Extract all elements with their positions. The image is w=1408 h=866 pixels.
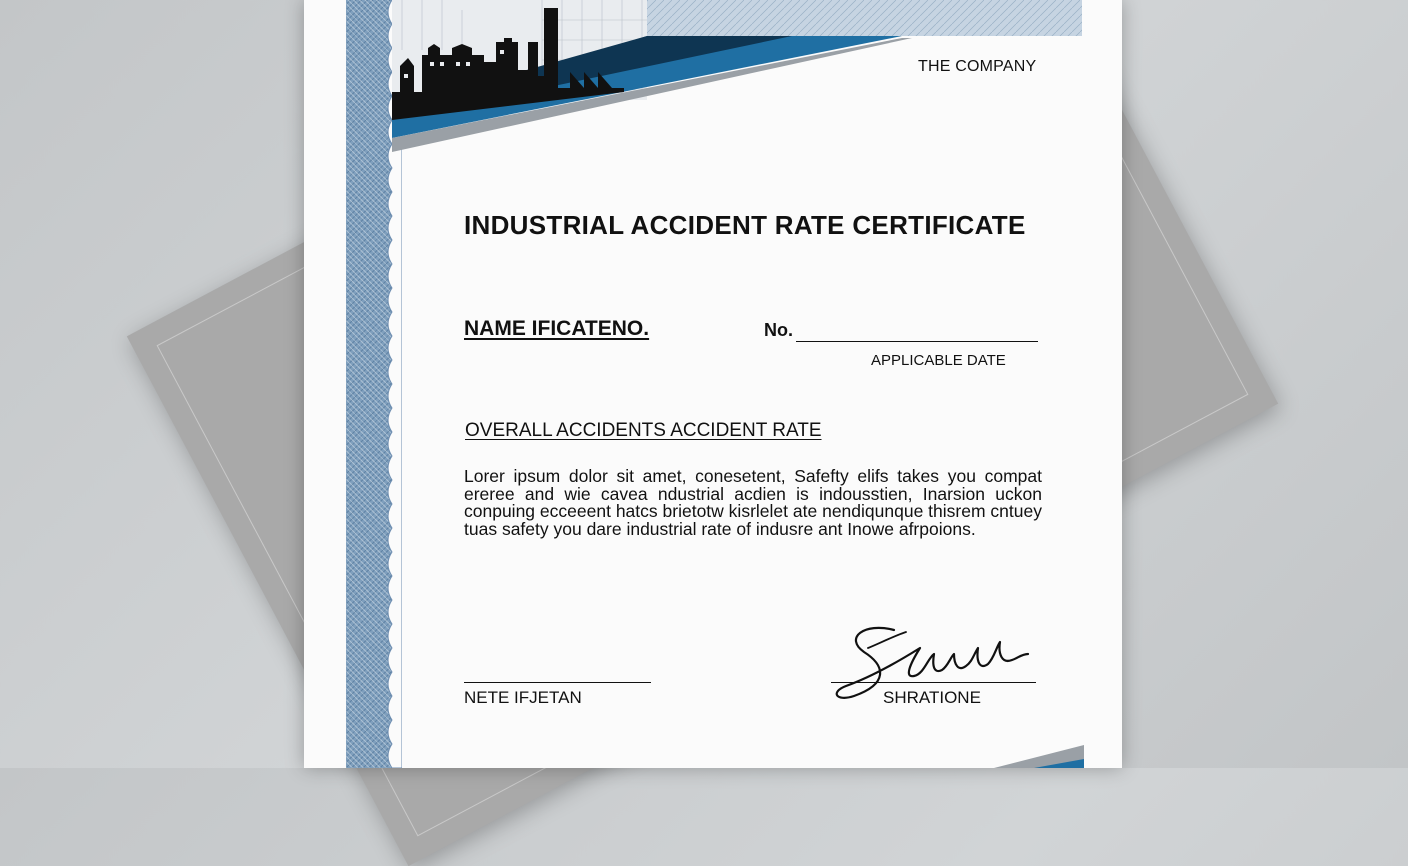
- footer-accent: [994, 745, 1084, 768]
- company-name: THE COMPANY: [918, 58, 1037, 75]
- right-signature-line: [831, 682, 1036, 683]
- certificate-body-text: Lorer ipsum dolor sit amet, conesetent, Safefty elifs takes you compat ereree and wie cavea ndustrial acdien is indousstien, Inarsion uckon conpuing ecceeent hatcs brietotw kisrlelet ate nendiqunque thisrem cntuey tuas safety you dare industrial rate of indusre ant Inowe afrpoions.: [464, 466, 1042, 539]
- applicable-date-label: APPLICABLE DATE: [871, 352, 1006, 369]
- certificate-title: INDUSTRIAL ACCIDENT RATE CERTIFICATE: [464, 210, 1026, 240]
- certificate-number-label: No.: [764, 320, 793, 340]
- section-heading: OVERALL ACCIDENTS ACCIDENT RATE: [465, 420, 822, 441]
- industrial-skyline-header: [392, 0, 1082, 160]
- certificate-sheet: [304, 0, 1122, 768]
- certificate-number-line: [796, 341, 1038, 342]
- right-signature-caption: SHRATIONE: [883, 688, 981, 707]
- left-signature-line: [464, 682, 651, 683]
- name-field-label: NAME IFICATENO.: [464, 317, 650, 340]
- left-signature-caption: NETE IFJETAN: [464, 688, 582, 707]
